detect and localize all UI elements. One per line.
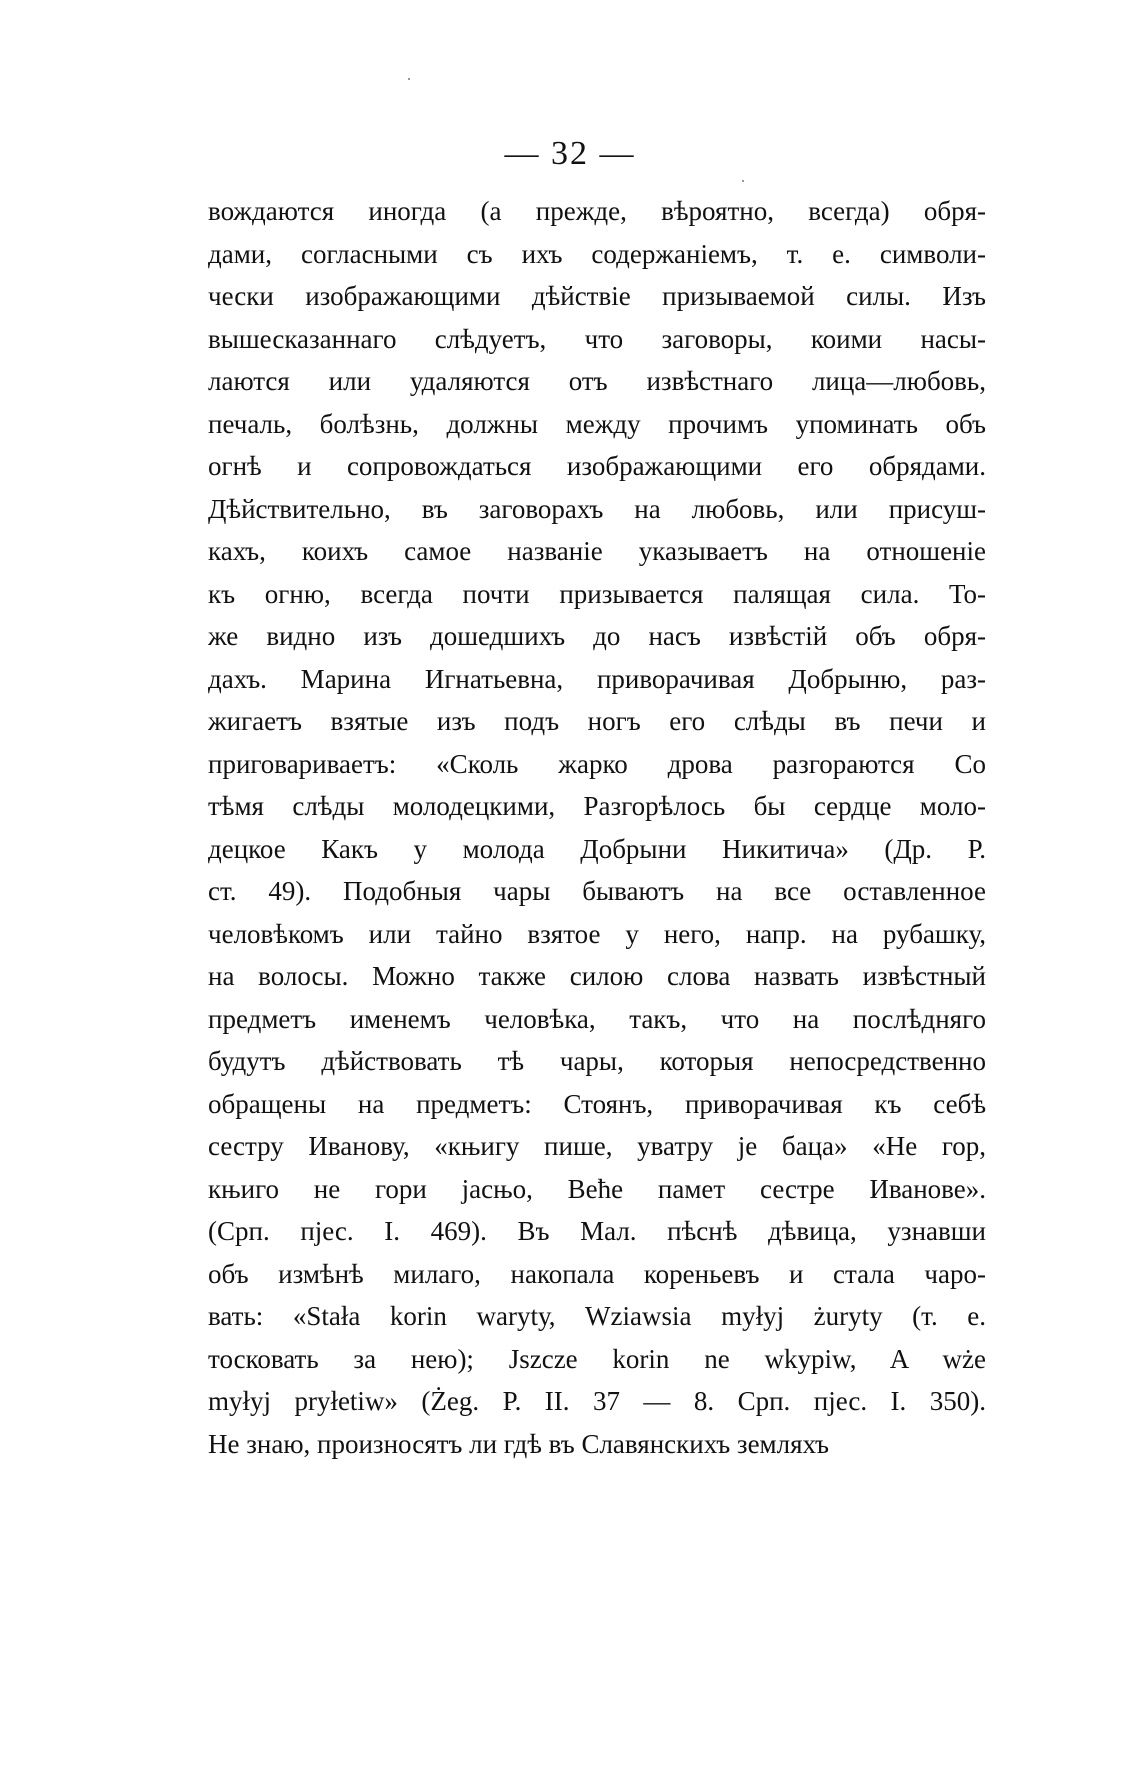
text-line: кахъ, коихъ самое названіе указываетъ на отношеніе xyxy=(208,536,986,566)
text-line: объ измѣнѣ милаго, накопала кореньевъ и стала чаро- xyxy=(208,1258,986,1289)
text-line: приговариваетъ: «Сколь жарко дрова разгораются Со xyxy=(208,748,986,779)
text-line: на волосы. Можно также силою слова назвать извѣстный xyxy=(208,961,986,991)
text-line: ст. 49). Подобныя чары бываютъ на все оставленное xyxy=(208,876,986,906)
text-line: сестру Иванову, «књигу пише, уватру је баца» «Не гор, xyxy=(208,1131,986,1161)
text-line: децкое Какъ у молода Добрыни Никитича» (Др. Р. xyxy=(208,833,986,864)
text-line: вать: «Stała korin warytу, Wziawsia myłyj żurуtу (т. е. xyxy=(208,1301,986,1331)
text-line: Дѣйствительно, въ заговорахъ на любовь, или присуш- xyxy=(208,493,986,524)
print-speck xyxy=(742,180,744,182)
text-line: чески изображающими дѣйствіе призываемой силы. Изъ xyxy=(208,281,986,311)
text-line: обращены на предметъ: Стоянъ, приворачивая къ себѣ xyxy=(208,1088,986,1119)
text-line: лаются или удаляются отъ извѣстнаго лица—любовь, xyxy=(208,366,986,396)
text-line: вождаются иногда (а прежде, вѣроятно, всегда) обря- xyxy=(208,196,986,226)
text-line: къ огню, всегда почти призывается палящая сила. То- xyxy=(208,578,986,609)
body-text xyxy=(208,190,986,1465)
text-line: тосковать за нею); Jszcze korin ne wkypiw, A wże xyxy=(208,1343,986,1374)
text-line: жигаетъ взятые изъ подъ ногъ его слѣды въ печи и xyxy=(208,706,986,736)
text-line: дами, согласными съ ихъ содержаніемъ, т. е. символи- xyxy=(208,238,986,269)
text-line: (Срп. пјес. I. 469). Въ Мал. пѣснѣ дѣвица, узнавши xyxy=(208,1216,986,1246)
text-line: тѣмя слѣды молодецкими, Разгорѣлось бы сердце моло- xyxy=(208,791,986,821)
text-line: Не знаю, произносятъ ли гдѣ въ Славянскихъ земляхъ xyxy=(208,1428,829,1459)
print-speck xyxy=(408,78,410,80)
text-line: же видно изъ дошедшихъ до насъ извѣстій объ обря- xyxy=(208,621,986,651)
text-line: человѣкомъ или тайно взятое у него, напр. на рубашку, xyxy=(208,918,986,949)
text-line: огнѣ и сопровождаться изображающими его обрядами. xyxy=(208,451,986,481)
text-line: вышесказаннаго слѣдуетъ, что заговоры, коими насы- xyxy=(208,323,986,354)
text-line: предметъ именемъ человѣка, такъ, что на послѣдняго xyxy=(208,1003,986,1034)
text-line: печаль, болѣзнь, должны между прочимъ упоминать объ xyxy=(208,408,986,439)
page-number: — 32 — xyxy=(504,135,636,172)
text-line: дахъ. Марина Игнатьевна, приворачивая Добрыню, раз- xyxy=(208,663,986,694)
text-line: књиго не гори јасњо, Веће памет сестре Иванове». xyxy=(208,1173,986,1204)
text-line: будутъ дѣйствовать тѣ чары, которыя непосредственно xyxy=(208,1046,986,1076)
text-line: myłyj pryłetiw» (Żeg. P. II. 37 — 8. Срп. пјес. I. 350). xyxy=(208,1386,986,1416)
